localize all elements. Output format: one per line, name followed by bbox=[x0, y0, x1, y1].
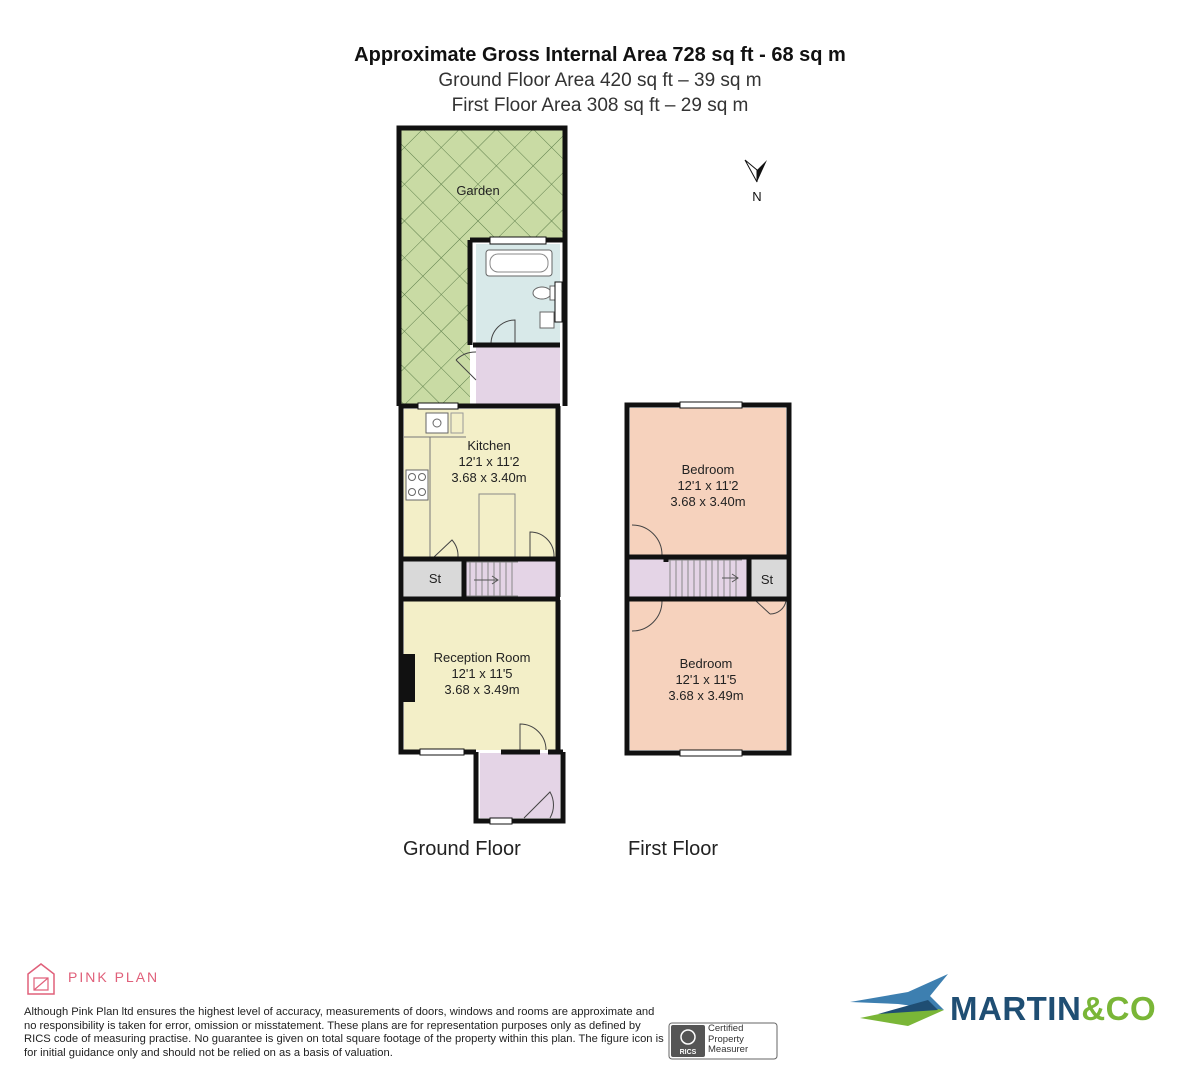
window bbox=[490, 237, 546, 244]
reception-label: Reception Room bbox=[433, 650, 531, 665]
sink-icon bbox=[426, 413, 448, 433]
rics-certified-text bbox=[708, 1024, 748, 1056]
ground-floor-area: Ground Floor Area 420 sq ft – 39 sq m bbox=[438, 70, 762, 91]
bedroom-rear-label: Bedroom bbox=[681, 462, 735, 477]
toilet-icon bbox=[533, 287, 551, 299]
first-floor-area: First Floor Area 308 sq ft – 29 sq m bbox=[451, 95, 749, 116]
ground-store-label: St bbox=[428, 571, 442, 586]
martin-co-wordmark bbox=[950, 990, 1156, 1028]
window bbox=[490, 818, 512, 824]
rics-label: RICS bbox=[679, 1049, 697, 1056]
rics-cert-line: Certified bbox=[708, 1023, 744, 1034]
window bbox=[420, 749, 464, 755]
ground-floor-label: Ground Floor bbox=[403, 838, 521, 860]
kitchen-label: Kitchen bbox=[467, 438, 511, 453]
first-store-label: St bbox=[760, 572, 774, 587]
bedroom-rear-metric: 3.68 x 3.40m bbox=[670, 494, 746, 509]
bedroom-front-label: Bedroom bbox=[679, 656, 733, 671]
bedroom-rear-imperial: 12'1 x 11'2 bbox=[677, 478, 739, 493]
rics-cert-line: Property bbox=[708, 1033, 744, 1045]
rics-cert-line: Measurer bbox=[708, 1044, 749, 1055]
reception-metric: 3.68 x 3.49m bbox=[444, 682, 520, 697]
window bbox=[680, 402, 742, 408]
basin-icon bbox=[540, 312, 554, 328]
agent-amp: &CO bbox=[1081, 990, 1157, 1027]
agent-main: MARTIN bbox=[950, 990, 1082, 1027]
reception-imperial: 12'1 x 11'5 bbox=[451, 666, 513, 681]
north-label: N bbox=[752, 189, 762, 204]
front-porch bbox=[480, 753, 560, 818]
window bbox=[418, 403, 458, 409]
rear-lobby bbox=[476, 344, 560, 406]
disclaimer-text: Although Pink Plan ltd ensures the highest level of accuracy, measurements of doors, windows and rooms are approximate and no responsibility is taken for error, omission or misstatement. These plans are for representation purposes only as defined by RICS code of measuring practise. No guarantee is given on total square footage of the property within this plan. The figure icon is for initial guidance only and should not be relied on as a basis of valuation. bbox=[24, 1006, 664, 1059]
garden-label: Garden bbox=[456, 183, 500, 198]
pink-plan-brand: PINK PLAN bbox=[68, 969, 160, 985]
window bbox=[680, 750, 742, 756]
window bbox=[555, 282, 562, 322]
bedroom-front-imperial: 12'1 x 11'5 bbox=[675, 672, 737, 687]
first-floor-label: First Floor bbox=[628, 838, 718, 860]
north-arrow-icon bbox=[745, 160, 767, 204]
ground-stairs-hall bbox=[466, 560, 556, 597]
kitchen-metric: 3.68 x 3.40m bbox=[451, 470, 527, 485]
kitchen-imperial: 12'1 x 11'2 bbox=[458, 454, 520, 469]
page-title: Approximate Gross Internal Area 728 sq ft - 68 sq m bbox=[354, 44, 846, 66]
bedroom-front-metric: 3.68 x 3.49m bbox=[668, 688, 744, 703]
